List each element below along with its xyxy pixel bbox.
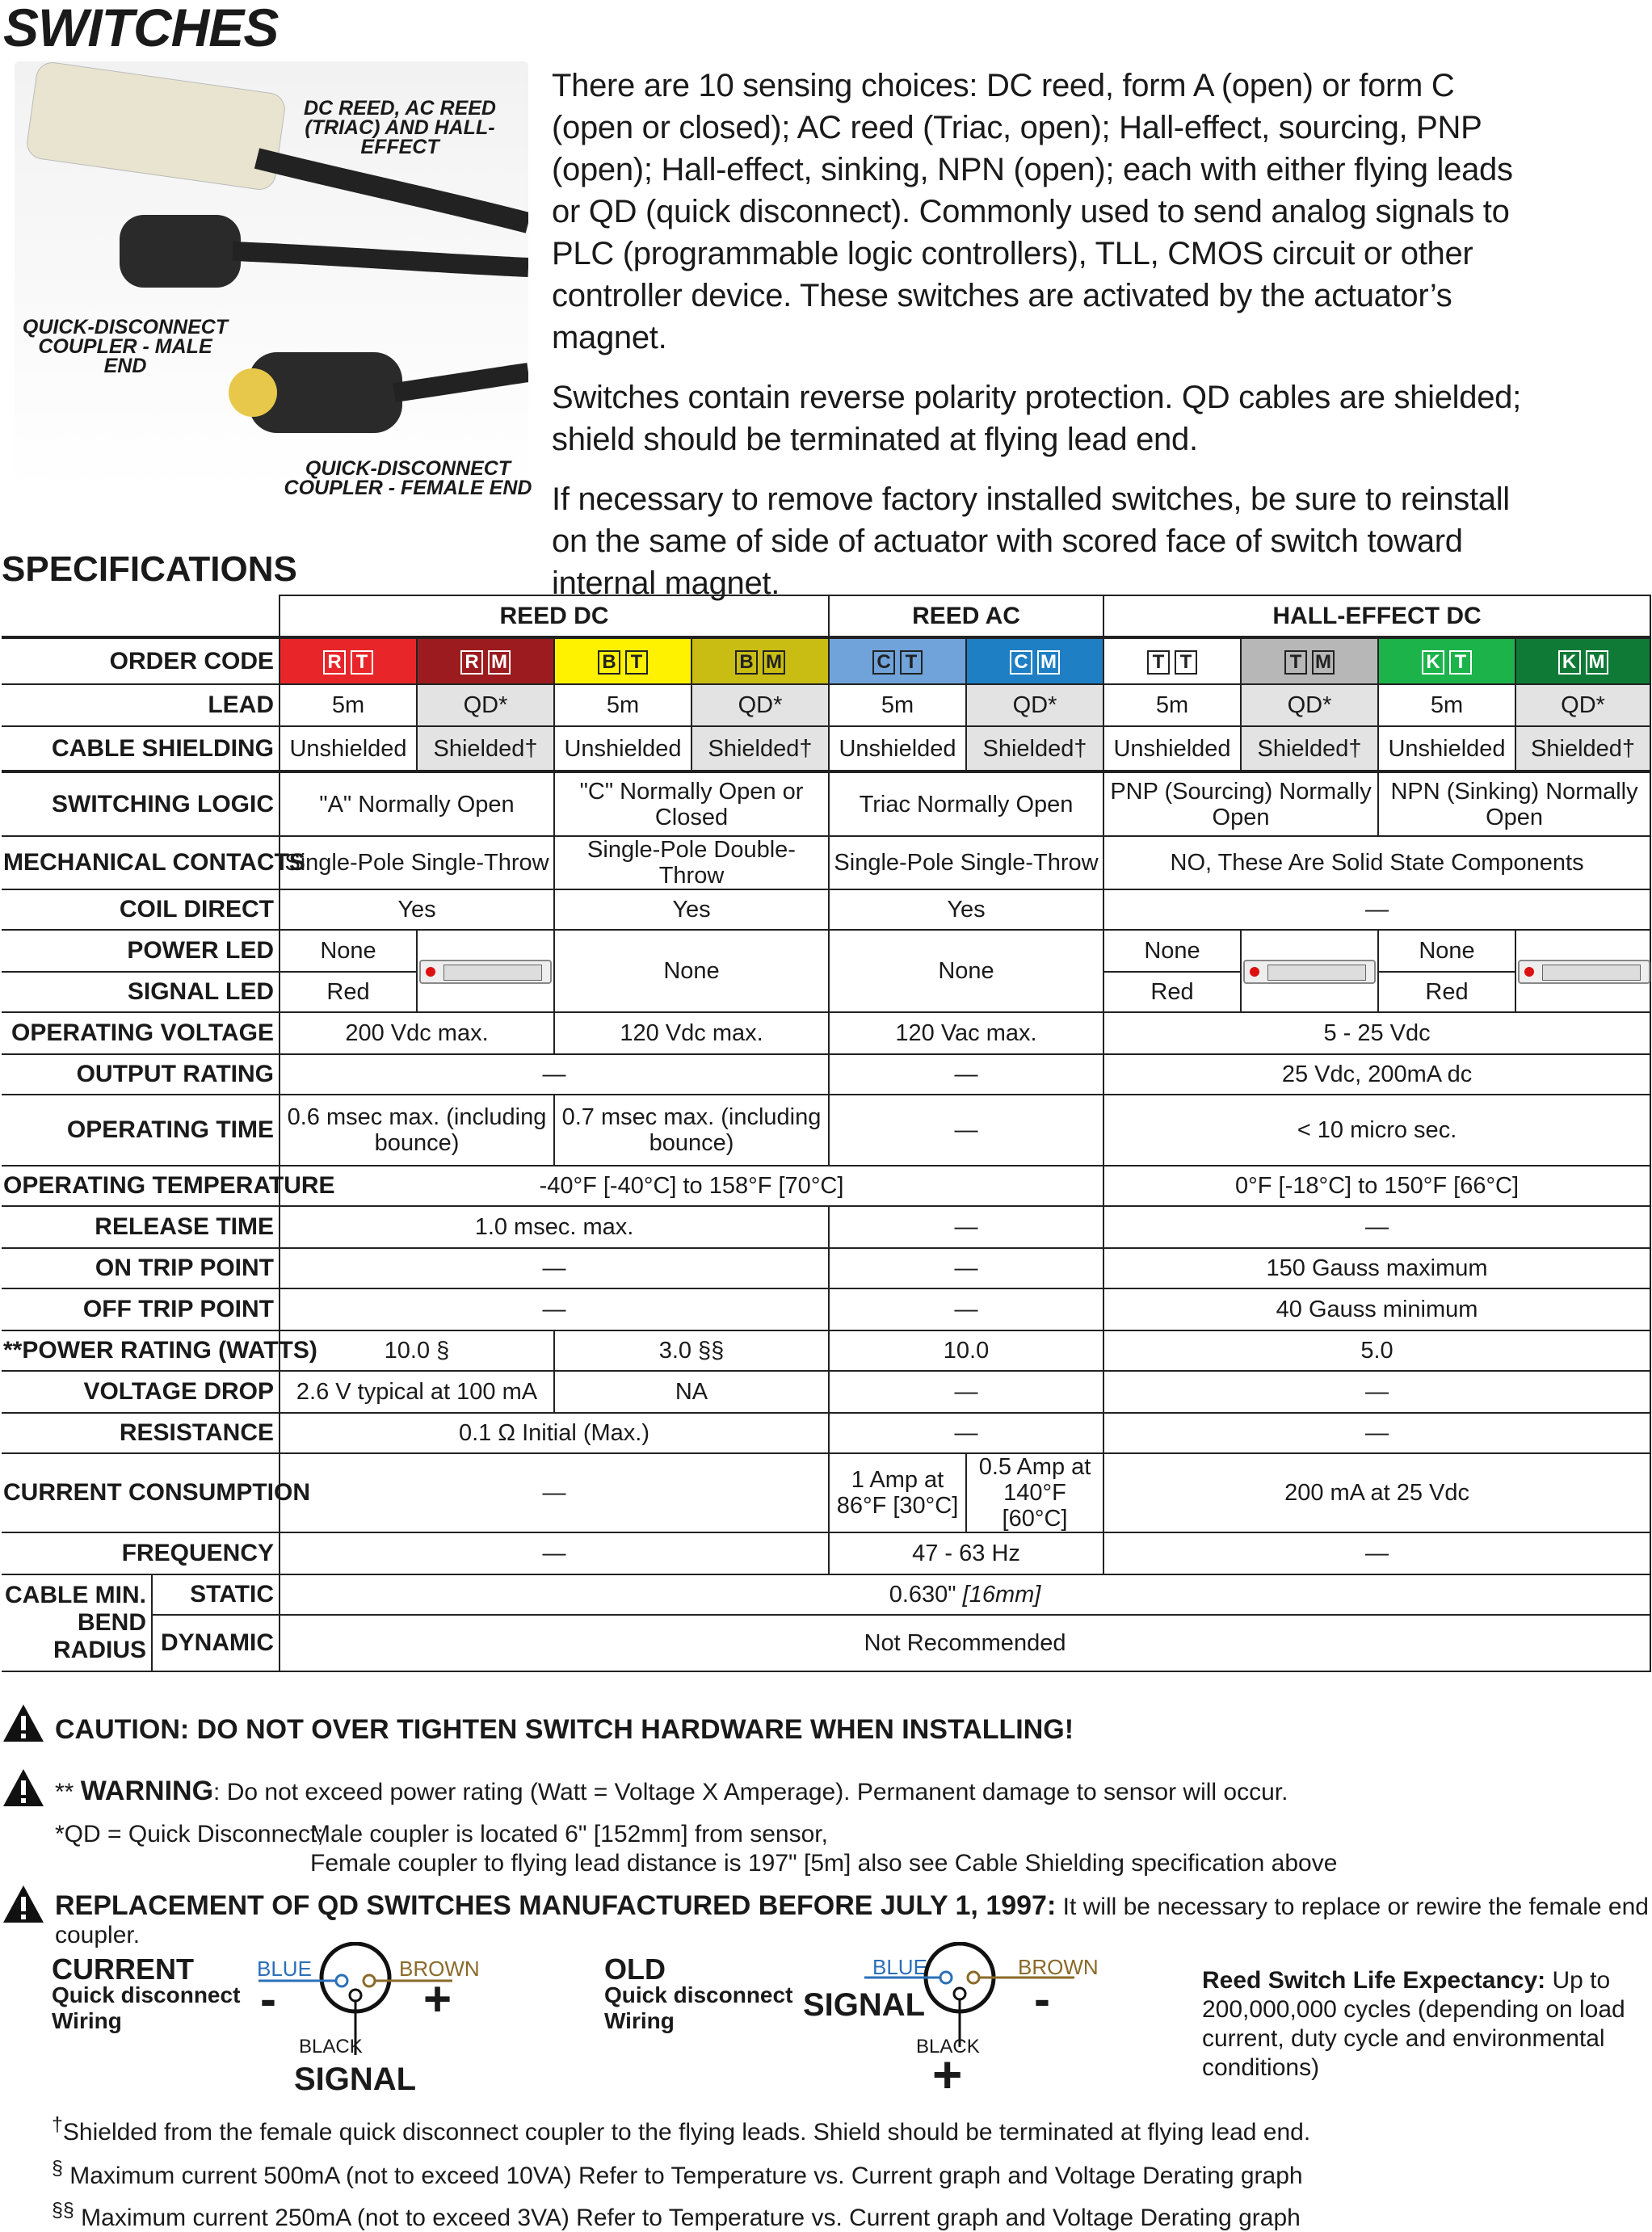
order-code-letter: T	[1175, 650, 1197, 675]
order-code-cell	[691, 637, 829, 684]
table-cell: Single-Pole Single-Throw	[280, 836, 554, 889]
table-row	[2, 1615, 1650, 1671]
row-label: OUTPUT RATING	[2, 1054, 280, 1095]
order-code-cell	[280, 637, 417, 684]
footnote	[52, 2157, 1303, 2190]
order-code-cell	[1515, 637, 1650, 684]
row-label: SWITCHING LOGIC	[2, 771, 280, 836]
table-row	[2, 1288, 1650, 1330]
table-row	[2, 1371, 1650, 1413]
table-cell: QD*	[966, 684, 1103, 726]
static-value: 0.630"	[889, 1582, 956, 1608]
table-cell: Shielded†	[966, 726, 1103, 771]
table-cell: Yes	[554, 889, 829, 930]
row-label: VOLTAGE DROP	[2, 1371, 280, 1413]
table-cell: 5m	[1103, 684, 1241, 726]
table-cell: 47 - 63 Hz	[829, 1532, 1103, 1574]
table-cell: 5m	[1378, 684, 1515, 726]
wiring-old-title: OLD	[604, 1952, 666, 1986]
table-cell: 5.0	[1103, 1330, 1650, 1371]
row-label: OPERATING TEMPERATURE	[2, 1166, 280, 1206]
photo-label-female: QUICK-DISCONNECT COUPLER - FEMALE END	[284, 457, 532, 499]
table-cell: Triac Normally Open	[829, 771, 1103, 836]
row-label: **POWER RATING (WATTS)	[2, 1330, 280, 1371]
table-cell: —	[280, 1532, 829, 1574]
specifications-heading: SPECIFICATIONS	[2, 549, 297, 589]
table-cell: Unshielded	[1378, 726, 1515, 771]
table-row	[2, 836, 1650, 889]
page-title: SWITCHES	[3, 0, 279, 57]
qd-note-label: *QD = Quick Disconnect;	[55, 1821, 324, 1847]
table-cell: Red	[280, 972, 417, 1012]
row-label: OFF TRIP POINT	[2, 1288, 280, 1330]
table-row	[2, 595, 1650, 637]
wiring-current-sub2: Wiring	[52, 2008, 122, 2033]
order-code-letter: M	[1037, 650, 1060, 675]
row-label: POWER LED	[2, 930, 280, 972]
wire-blue-label: BLUE	[257, 1957, 312, 1981]
intro-paragraph: Switches contain reverse polarity protection. QD cables are shielded; shield should be terminated at flying lead end.	[552, 380, 1521, 457]
row-label: CABLE SHIELDING	[2, 726, 280, 771]
specifications-table	[2, 595, 1651, 1672]
row-label: LEAD	[2, 684, 280, 726]
order-code-cell	[966, 637, 1103, 684]
table-row	[2, 726, 1650, 771]
life-text: Up to 200,000,000 cycles (depending on load current, duty cycle and environmental conditions)	[1202, 1967, 1625, 2081]
order-code-cell	[1378, 637, 1515, 684]
table-cell	[2, 595, 280, 637]
table-cell: < 10 micro sec.	[1103, 1095, 1650, 1166]
table-cell	[280, 1574, 1650, 1615]
group-reed-ac: REED AC	[829, 595, 1103, 637]
table-cell: Unshielded	[1103, 726, 1241, 771]
table-cell: None	[280, 930, 417, 972]
table-cell: —	[280, 1288, 829, 1330]
table-row	[2, 1095, 1650, 1166]
order-code-cell	[829, 637, 966, 684]
table-cell: Shielded†	[691, 726, 829, 771]
table-cell: 0.1 Ω Initial (Max.)	[280, 1413, 829, 1453]
order-code-letter: M	[488, 650, 511, 675]
wire-bottom-sign: +	[932, 2045, 963, 2104]
order-code-letter: T	[1284, 650, 1307, 675]
qd-note-line2: Female coupler to flying lead distance is 197" [5m] also see Cable Shielding specification above	[310, 1850, 1338, 1877]
table-cell: QD*	[691, 684, 829, 726]
table-cell: —	[829, 1095, 1103, 1166]
footnote-text: Shielded from the female quick disconnect coupler to the flying leads. Shield should be terminated at flying lead end.	[62, 2119, 1311, 2146]
table-row	[2, 1012, 1650, 1054]
table-cell: Single-Pole Single-Throw	[829, 836, 1103, 889]
table-cell: Yes	[829, 889, 1103, 930]
row-label: COIL DIRECT	[2, 889, 280, 930]
order-code-letter: T	[900, 650, 923, 675]
table-cell: —	[280, 1054, 829, 1095]
table-cell: 1.0 msec. max.	[280, 1206, 829, 1248]
table-cell: —	[1103, 889, 1650, 930]
row-label: DYNAMIC	[152, 1615, 280, 1671]
table-row	[2, 1248, 1650, 1288]
table-cell: 1 Amp at 86°F [30°C]	[829, 1453, 966, 1532]
table-cell: PNP (Sourcing) Normally Open	[1103, 771, 1378, 836]
order-code-letter: T	[351, 650, 373, 675]
wire-left-sign: -	[260, 1972, 276, 2026]
table-row	[2, 930, 1650, 972]
wire-blue-label: BLUE	[872, 1955, 927, 1979]
row-label: RELEASE TIME	[2, 1206, 280, 1248]
static-metric: [16mm]	[962, 1582, 1041, 1608]
wire-black-label: BLACK	[916, 2036, 980, 2058]
table-cell: Yes	[280, 889, 554, 930]
table-cell: QD*	[1515, 684, 1650, 726]
table-cell: 10.0	[829, 1330, 1103, 1371]
order-code-letter: C	[1010, 650, 1032, 675]
wiring-current-sub1: Quick disconnect	[52, 1982, 241, 2007]
order-code-letter: B	[735, 650, 758, 675]
table-cell: —	[280, 1453, 829, 1532]
order-code-letter: K	[1422, 650, 1444, 675]
footnote-text: Maximum current 500mA (not to exceed 10VA) Refer to Temperature vs. Current graph and Voltage Derating graph	[62, 2163, 1303, 2189]
table-cell: 25 Vdc, 200mA dc	[1103, 1054, 1650, 1095]
table-cell: 200 Vdc max.	[280, 1012, 554, 1054]
row-label: ORDER CODE	[2, 637, 280, 684]
table-cell: Shielded†	[1241, 726, 1378, 771]
replacement-title: REPLACEMENT OF QD SWITCHES MANUFACTURED BEFORE JULY 1, 1997:	[55, 1890, 1057, 1921]
row-label: CURRENT CONSUMPTION	[2, 1453, 280, 1532]
warning-text	[55, 1776, 1288, 1807]
table-cell: —	[1103, 1413, 1650, 1453]
order-code-letter: C	[872, 650, 895, 675]
table-cell: NO, These Are Solid State Components	[1103, 836, 1650, 889]
table-cell: None	[1103, 930, 1241, 972]
order-code-letter: R	[323, 650, 346, 675]
warning-prefix: **	[55, 1779, 74, 1805]
wire-brown-label: BROWN	[399, 1957, 480, 1981]
table-row	[2, 1574, 1650, 1615]
order-code-cell	[417, 637, 554, 684]
wiring-old-label	[604, 1952, 793, 2034]
intro-paragraph: There are 10 sensing choices: DC reed, form A (open) or form C (open or closed); AC reed (Triac, open); Hall-effect, sourcing, PNP (open); Hall-effect, sinking, NPN (open); each with either flying leads or QD (quick disconnect). Commonly used to send analog signals to PLC (programmable logic controllers), TLL, CMOS circuit or other controller device. These switches are activated by the actuator’s magnet.	[552, 68, 1513, 355]
wiring-current-label	[52, 1952, 241, 2034]
life-title: Reed Switch Life Expectancy:	[1202, 1967, 1546, 1994]
order-code-letter: T	[1147, 650, 1170, 675]
led-icon	[1241, 930, 1378, 1012]
row-label: SIGNAL LED	[2, 972, 280, 1012]
table-row	[2, 1413, 1650, 1453]
wiring-old-sub2: Wiring	[604, 2008, 675, 2033]
warning-icon	[2, 1768, 45, 1808]
footnote	[52, 2113, 1310, 2146]
order-code-letter: M	[1586, 650, 1608, 675]
table-cell: Unshielded	[829, 726, 966, 771]
table-row	[2, 889, 1650, 930]
table-cell: 3.0 §§	[554, 1330, 829, 1371]
table-cell: —	[829, 1206, 1103, 1248]
table-cell: —	[829, 1248, 1103, 1288]
row-label: ON TRIP POINT	[2, 1248, 280, 1288]
table-cell: Not Recommended	[280, 1615, 1650, 1671]
warning-icon	[2, 1703, 45, 1743]
table-row	[2, 1206, 1650, 1248]
caution-text: CAUTION: DO NOT OVER TIGHTEN SWITCH HARDWARE WHEN INSTALLING!	[55, 1714, 1074, 1745]
order-code-letter: M	[1312, 650, 1335, 675]
group-hall-effect-dc: HALL-EFFECT DC	[1103, 595, 1650, 637]
table-cell: Shielded†	[1515, 726, 1650, 771]
table-cell: QD*	[417, 684, 554, 726]
table-cell: NPN (Sinking) Normally Open	[1378, 771, 1650, 836]
table-row	[2, 637, 1650, 684]
footnote-mark: §§	[52, 2199, 74, 2221]
table-cell: QD*	[1241, 684, 1378, 726]
table-cell: 10.0 §	[280, 1330, 554, 1371]
footnote-text: Maximum current 250mA (not to exceed 3VA) Refer to Temperature vs. Current graph and Voltage Derating graph	[74, 2205, 1301, 2231]
table-cell: -40°F [-40°C] to 158°F [70°C]	[280, 1166, 1103, 1206]
row-label: FREQUENCY	[2, 1532, 280, 1574]
footnote-mark: §	[52, 2157, 63, 2179]
table-row	[2, 771, 1650, 836]
table-cell: 5m	[280, 684, 417, 726]
replacement-note	[55, 1890, 1652, 1949]
order-code-letter: B	[598, 650, 620, 675]
table-cell: Unshielded	[280, 726, 417, 771]
row-label: RESISTANCE	[2, 1413, 280, 1453]
group-reed-dc: REED DC	[280, 595, 829, 637]
led-icon	[1515, 930, 1650, 1012]
order-code-cell	[1103, 637, 1241, 684]
order-code-letter: T	[1449, 650, 1472, 675]
warning-title: WARNING	[80, 1776, 214, 1806]
replacement-text: It will be necessary to replace or rewire the female end coupler.	[55, 1894, 1649, 1948]
wire-brown-label: BROWN	[1018, 1955, 1099, 1979]
wire-black-label: BLACK	[299, 2036, 363, 2058]
table-cell: 150 Gauss maximum	[1103, 1248, 1650, 1288]
photo-label-male: QUICK-DISCONNECT COUPLER - MALE END	[22, 316, 229, 377]
table-row	[2, 684, 1650, 726]
table-cell: Single-Pole Double-Throw	[554, 836, 829, 889]
order-code-letter: M	[763, 650, 785, 675]
table-cell: Shielded†	[417, 726, 554, 771]
table-cell: Red	[1378, 972, 1515, 1012]
table-cell: 120 Vdc max.	[554, 1012, 829, 1054]
table-cell: None	[1378, 930, 1515, 972]
table-cell: "C" Normally Open or Closed	[554, 771, 829, 836]
table-row	[2, 1453, 1650, 1532]
wiring-current-title: CURRENT	[52, 1952, 194, 1986]
table-row	[2, 1054, 1650, 1095]
wire-right-sign: +	[423, 1972, 452, 2026]
table-cell: Red	[1103, 972, 1241, 1012]
table-cell: —	[280, 1248, 829, 1288]
table-cell: 200 mA at 25 Vdc	[1103, 1453, 1650, 1532]
intro-paragraph: If necessary to remove factory installed switches, be sure to reinstall on the same of side of actuator with scored face of switch toward internal magnet.	[552, 481, 1510, 601]
wire-signal-label: SIGNAL	[803, 1987, 926, 2023]
table-cell: 5m	[829, 684, 966, 726]
order-code-letter: T	[625, 650, 648, 675]
table-cell: —	[829, 1288, 1103, 1330]
row-label: CABLE MIN. BEND RADIUS	[2, 1574, 152, 1671]
table-cell: "A" Normally Open	[280, 771, 554, 836]
wire-right-sign: -	[1034, 1972, 1050, 2026]
warning-icon	[2, 1884, 45, 1924]
intro-text	[552, 65, 1521, 622]
led-icon	[417, 930, 554, 1012]
table-cell: —	[829, 1413, 1103, 1453]
table-cell: NA	[554, 1371, 829, 1413]
row-label: MECHANICAL CONTACTS	[2, 836, 280, 889]
table-cell: 0°F [-18°C] to 150°F [66°C]	[1103, 1166, 1650, 1206]
footnote	[52, 2199, 1301, 2232]
order-code-letter: K	[1558, 650, 1581, 675]
wiring-old-sub1: Quick disconnect	[604, 1982, 793, 2007]
table-row	[2, 1330, 1650, 1371]
row-label: STATIC	[152, 1574, 280, 1615]
table-cell: —	[829, 1054, 1103, 1095]
life-expectancy	[1202, 1966, 1638, 2083]
table-cell: None	[554, 930, 829, 1012]
table-cell: —	[829, 1371, 1103, 1413]
row-label: OPERATING VOLTAGE	[2, 1012, 280, 1054]
warning-body: : Do not exceed power rating (Watt = Voltage X Amperage). Permanent damage to sensor will occur.	[213, 1779, 1288, 1805]
order-code-cell	[1241, 637, 1378, 684]
table-cell: 5 - 25 Vdc	[1103, 1012, 1650, 1054]
table-cell: Unshielded	[554, 726, 691, 771]
photo-label-sensor: DC REED, AC REED (TRIAC) AND HALL-EFFECT	[304, 97, 496, 158]
row-label: OPERATING TIME	[2, 1095, 280, 1166]
order-code-letter: R	[460, 650, 483, 675]
table-cell: None	[829, 930, 1103, 1012]
table-cell: 5m	[554, 684, 691, 726]
wire-signal-label: SIGNAL	[294, 2062, 417, 2097]
order-code-cell	[554, 637, 691, 684]
table-row	[2, 1532, 1650, 1574]
table-cell: 40 Gauss minimum	[1103, 1288, 1650, 1330]
table-cell: 0.6 msec max. (including bounce)	[280, 1095, 554, 1166]
table-cell: 0.5 Amp at 140°F [60°C]	[966, 1453, 1103, 1532]
table-cell: —	[1103, 1532, 1650, 1574]
table-cell: 120 Vac max.	[829, 1012, 1103, 1054]
qd-note-line1: Male coupler is located 6" [152mm] from sensor,	[310, 1821, 828, 1847]
table-row	[2, 1166, 1650, 1206]
table-cell: —	[1103, 1206, 1650, 1248]
footnote-mark: †	[52, 2113, 63, 2136]
table-cell: 2.6 V typical at 100 mA	[280, 1371, 554, 1413]
table-cell: —	[1103, 1371, 1650, 1413]
table-cell: 0.7 msec max. (including bounce)	[554, 1095, 829, 1166]
